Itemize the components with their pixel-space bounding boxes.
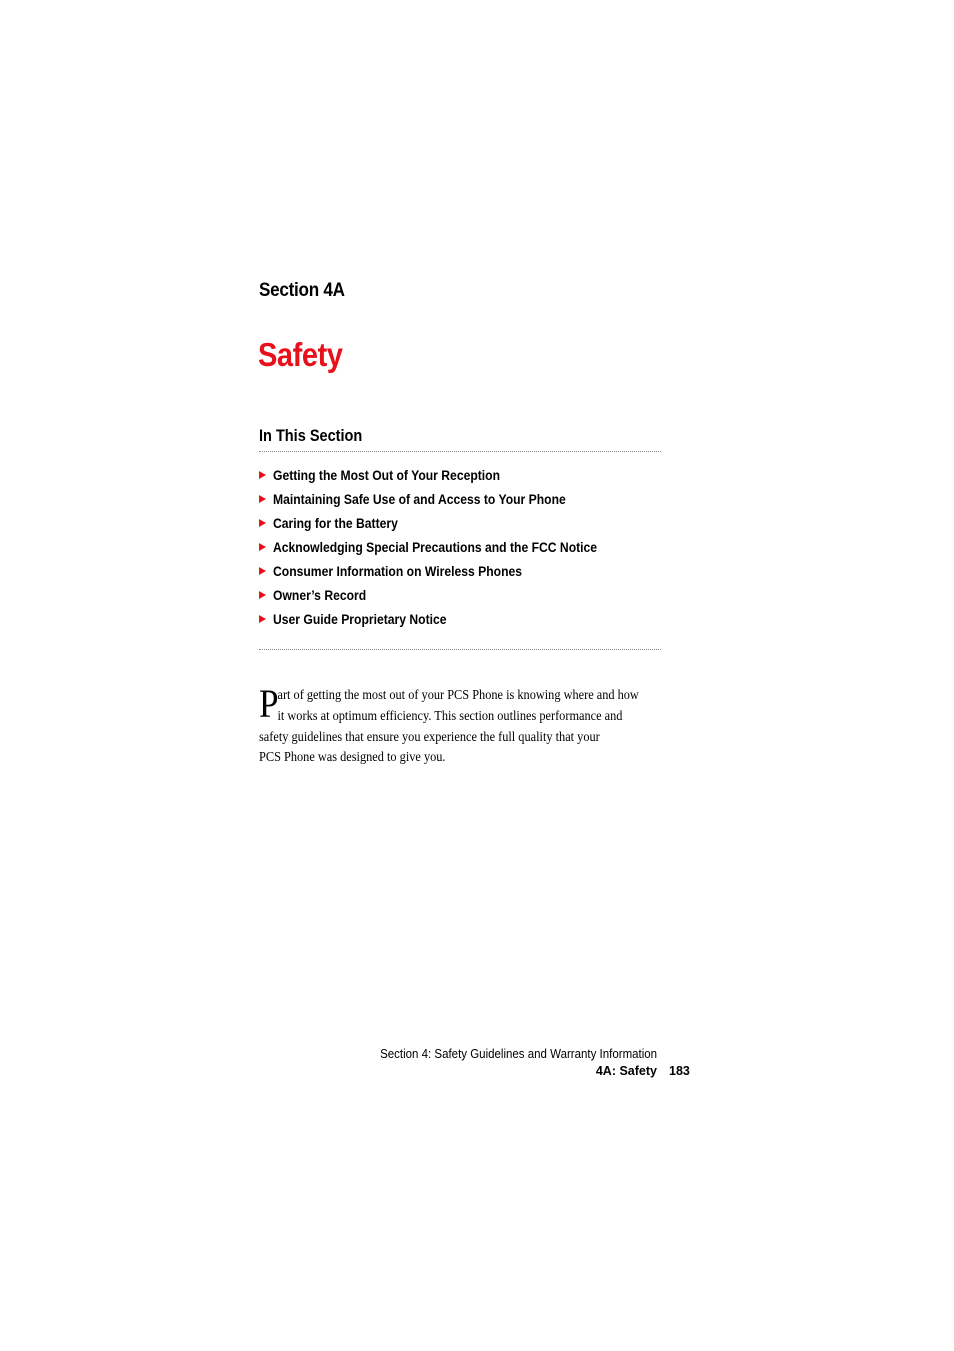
list-item[interactable] xyxy=(259,559,633,583)
in-this-section-heading: In This Section xyxy=(259,427,363,445)
triangle-bullet-icon xyxy=(259,519,266,527)
section-label: Section 4A xyxy=(259,280,345,301)
list-item-label[interactable]: Acknowledging Special Precautions and the FCC Notice xyxy=(273,539,598,555)
top-dotted-divider xyxy=(259,451,661,452)
intro-drop-cap: P xyxy=(259,681,279,726)
section-contents-list xyxy=(259,463,633,631)
list-item-label[interactable]: Consumer Information on Wireless Phones xyxy=(273,563,523,579)
triangle-bullet-icon xyxy=(259,567,266,575)
list-item-label[interactable]: Caring for the Battery xyxy=(273,515,398,531)
list-item-label[interactable]: Owner’s Record xyxy=(273,587,367,603)
footer-section-title: Section 4: Safety Guidelines and Warranty Information xyxy=(379,1047,657,1061)
intro-paragraph xyxy=(259,681,669,769)
list-item[interactable] xyxy=(259,463,633,487)
triangle-bullet-icon xyxy=(259,615,266,623)
intro-line: it works at optimum efficiency. This section outlines performance and xyxy=(277,708,623,724)
triangle-bullet-icon xyxy=(259,591,266,599)
page-title: Safety xyxy=(258,336,343,373)
footer-chapter-title: 4A: Safety xyxy=(595,1064,657,1078)
list-item-label[interactable]: User Guide Proprietary Notice xyxy=(273,611,447,627)
list-item[interactable] xyxy=(259,583,633,607)
intro-line: art of getting the most out of your PCS Phone is knowing where and how xyxy=(277,688,639,703)
triangle-bullet-icon xyxy=(259,495,266,503)
bottom-dotted-divider xyxy=(259,649,661,650)
intro-line: PCS Phone was designed to give you. xyxy=(259,750,446,766)
intro-line: safety guidelines that ensure you experience the full quality that your xyxy=(259,729,600,745)
triangle-bullet-icon xyxy=(259,543,266,551)
page-number: 183 xyxy=(669,1064,690,1078)
list-item[interactable] xyxy=(259,511,633,535)
list-item[interactable] xyxy=(259,487,633,511)
list-item-label[interactable]: Maintaining Safe Use of and Access to Your Phone xyxy=(273,491,566,507)
list-item[interactable] xyxy=(259,535,633,559)
list-item[interactable] xyxy=(259,607,633,631)
triangle-bullet-icon xyxy=(259,471,266,479)
list-item-label[interactable]: Getting the Most Out of Your Reception xyxy=(273,467,501,483)
